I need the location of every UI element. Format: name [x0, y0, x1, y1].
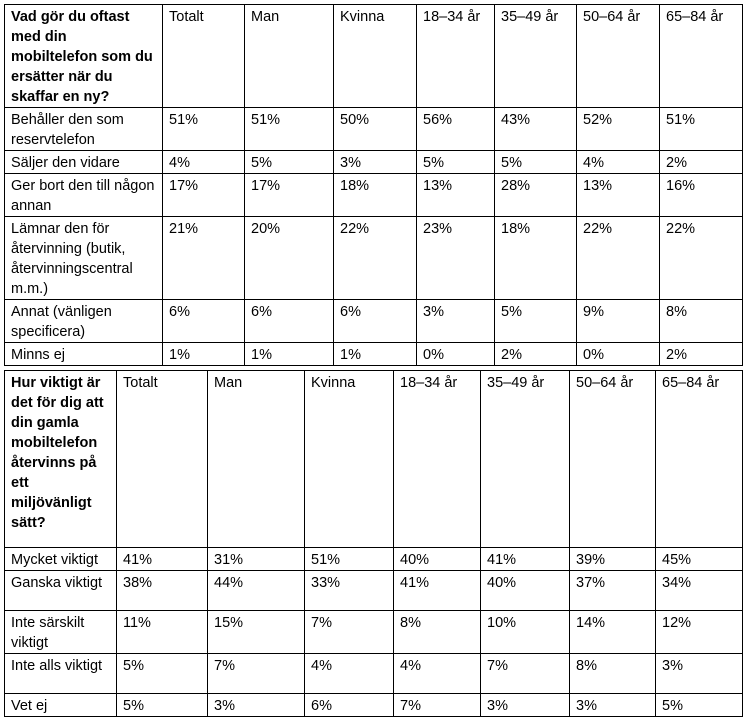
value-cell: 4%	[163, 151, 245, 174]
value-cell: 18%	[334, 174, 417, 217]
column-header: 35–49 år	[481, 371, 570, 548]
value-cell: 5%	[417, 151, 495, 174]
value-cell: 33%	[305, 571, 394, 611]
value-cell: 51%	[163, 108, 245, 151]
value-cell: 34%	[656, 571, 743, 611]
value-cell: 51%	[245, 108, 334, 151]
value-cell: 37%	[570, 571, 656, 611]
value-cell: 6%	[163, 300, 245, 343]
table-row	[5, 571, 743, 611]
table-row	[5, 611, 743, 654]
value-cell: 2%	[660, 151, 743, 174]
value-cell: 40%	[481, 571, 570, 611]
row-label: Ganska viktigt	[5, 571, 117, 611]
value-cell: 3%	[334, 151, 417, 174]
question-cell: Hur viktigt är det för dig att din gamla mobiltelefon återvinns på ett miljövänligt sätt?	[5, 371, 117, 548]
value-cell: 56%	[417, 108, 495, 151]
value-cell: 4%	[305, 654, 394, 694]
value-cell: 4%	[394, 654, 481, 694]
value-cell: 6%	[334, 300, 417, 343]
column-header: 18–34 år	[417, 5, 495, 108]
column-header: Totalt	[117, 371, 208, 548]
column-header: 50–64 år	[570, 371, 656, 548]
value-cell: 15%	[208, 611, 305, 654]
value-cell: 20%	[245, 217, 334, 300]
column-header: 65–84 år	[660, 5, 743, 108]
value-cell: 17%	[245, 174, 334, 217]
value-cell: 6%	[305, 694, 394, 717]
value-cell: 3%	[570, 694, 656, 717]
value-cell: 38%	[117, 571, 208, 611]
column-header: Totalt	[163, 5, 245, 108]
value-cell: 51%	[660, 108, 743, 151]
table-row	[5, 694, 743, 717]
row-label: Vet ej	[5, 694, 117, 717]
column-header: 50–64 år	[577, 5, 660, 108]
value-cell: 51%	[305, 548, 394, 571]
value-cell: 3%	[417, 300, 495, 343]
value-cell: 4%	[577, 151, 660, 174]
row-label: Inte alls viktigt	[5, 654, 117, 694]
value-cell: 5%	[495, 151, 577, 174]
row-label: Ger bort den till någon annan	[5, 174, 163, 217]
value-cell: 22%	[660, 217, 743, 300]
column-header: 65–84 år	[656, 371, 743, 548]
value-cell: 22%	[577, 217, 660, 300]
value-cell: 6%	[245, 300, 334, 343]
value-cell: 21%	[163, 217, 245, 300]
row-label: Behåller den som reservtelefon	[5, 108, 163, 151]
value-cell: 44%	[208, 571, 305, 611]
value-cell: 40%	[394, 548, 481, 571]
value-cell: 45%	[656, 548, 743, 571]
value-cell: 8%	[660, 300, 743, 343]
value-cell: 7%	[394, 694, 481, 717]
value-cell: 11%	[117, 611, 208, 654]
value-cell: 3%	[208, 694, 305, 717]
header-row	[5, 371, 743, 548]
value-cell: 8%	[394, 611, 481, 654]
table-row	[5, 300, 743, 343]
value-cell: 16%	[660, 174, 743, 217]
value-cell: 41%	[481, 548, 570, 571]
value-cell: 50%	[334, 108, 417, 151]
value-cell: 7%	[208, 654, 305, 694]
table-row	[5, 174, 743, 217]
value-cell: 0%	[417, 343, 495, 366]
value-cell: 2%	[495, 343, 577, 366]
column-header: 35–49 år	[495, 5, 577, 108]
header-row	[5, 5, 743, 108]
value-cell: 5%	[245, 151, 334, 174]
value-cell: 2%	[660, 343, 743, 366]
value-cell: 1%	[245, 343, 334, 366]
row-label: Minns ej	[5, 343, 163, 366]
row-label: Säljer den vidare	[5, 151, 163, 174]
value-cell: 18%	[495, 217, 577, 300]
value-cell: 43%	[495, 108, 577, 151]
value-cell: 41%	[394, 571, 481, 611]
value-cell: 52%	[577, 108, 660, 151]
value-cell: 8%	[570, 654, 656, 694]
value-cell: 5%	[117, 654, 208, 694]
value-cell: 5%	[495, 300, 577, 343]
value-cell: 7%	[481, 654, 570, 694]
row-label: Lämnar den för återvinning (butik, återvinningscentral m.m.)	[5, 217, 163, 300]
value-cell: 31%	[208, 548, 305, 571]
value-cell: 3%	[656, 654, 743, 694]
value-cell: 10%	[481, 611, 570, 654]
value-cell: 22%	[334, 217, 417, 300]
survey-table-phone-replacement	[4, 4, 743, 366]
value-cell: 13%	[577, 174, 660, 217]
value-cell: 23%	[417, 217, 495, 300]
value-cell: 1%	[334, 343, 417, 366]
value-cell: 5%	[656, 694, 743, 717]
table-row	[5, 343, 743, 366]
value-cell: 1%	[163, 343, 245, 366]
row-label: Annat (vänligen specificera)	[5, 300, 163, 343]
value-cell: 39%	[570, 548, 656, 571]
value-cell: 7%	[305, 611, 394, 654]
table-row	[5, 217, 743, 300]
value-cell: 12%	[656, 611, 743, 654]
value-cell: 9%	[577, 300, 660, 343]
survey-table-recycling-importance	[4, 370, 743, 717]
row-label: Inte särskilt viktigt	[5, 611, 117, 654]
table-row	[5, 654, 743, 694]
question-cell: Vad gör du oftast med din mobiltelefon som du ersätter när du skaffar en ny?	[5, 5, 163, 108]
column-header: Kvinna	[305, 371, 394, 548]
value-cell: 28%	[495, 174, 577, 217]
value-cell: 13%	[417, 174, 495, 217]
value-cell: 41%	[117, 548, 208, 571]
row-label: Mycket viktigt	[5, 548, 117, 571]
column-header: Man	[208, 371, 305, 548]
column-header: Kvinna	[334, 5, 417, 108]
table-row	[5, 151, 743, 174]
table-row	[5, 108, 743, 151]
column-header: 18–34 år	[394, 371, 481, 548]
value-cell: 5%	[117, 694, 208, 717]
value-cell: 3%	[481, 694, 570, 717]
value-cell: 17%	[163, 174, 245, 217]
value-cell: 14%	[570, 611, 656, 654]
column-header: Man	[245, 5, 334, 108]
value-cell: 0%	[577, 343, 660, 366]
table-row	[5, 548, 743, 571]
